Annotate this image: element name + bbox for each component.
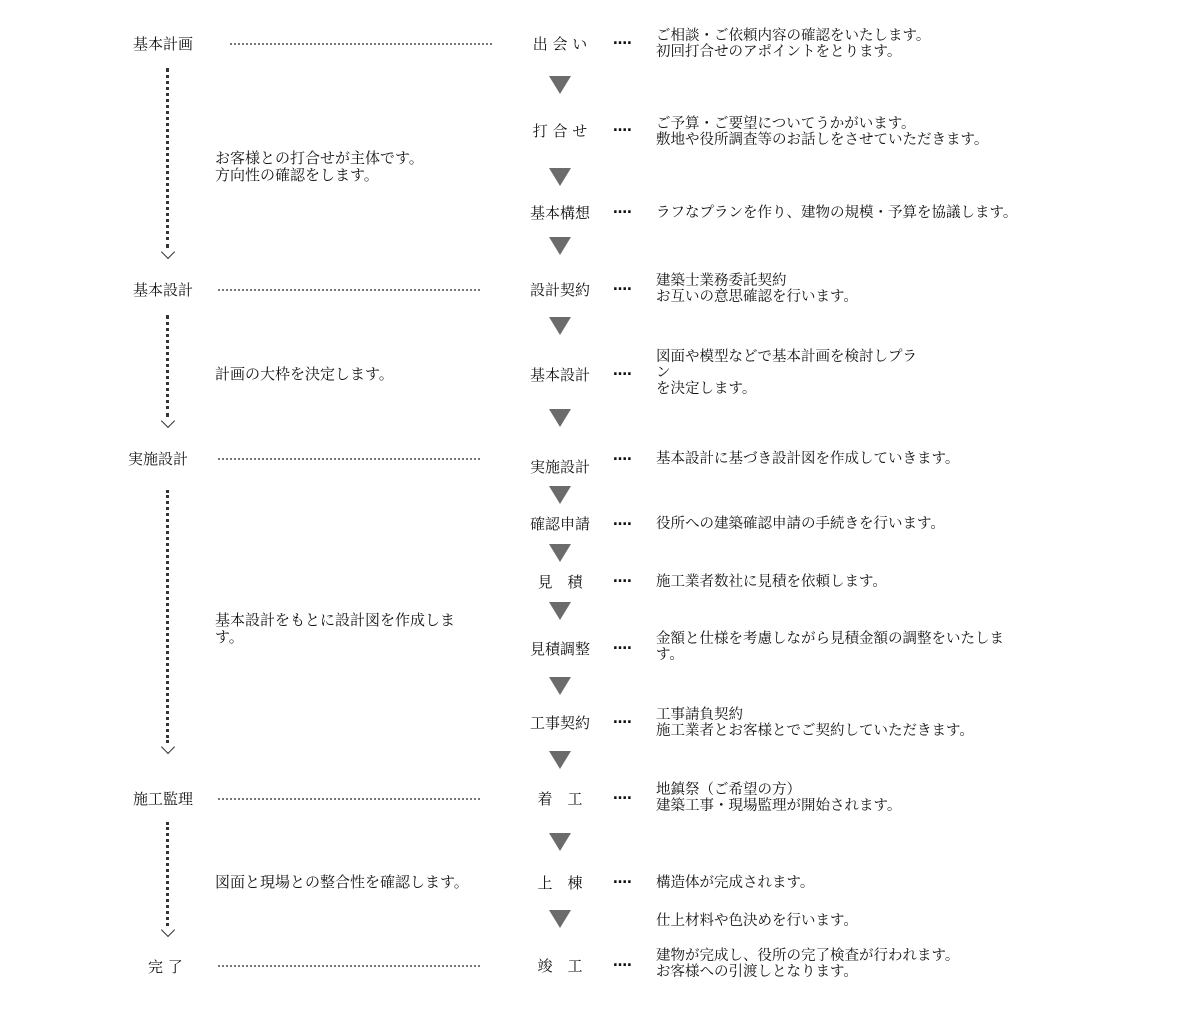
down-arrow-icon xyxy=(549,544,571,562)
phase-description: お客様との打合せが主体です。 方向性の確認をします。 xyxy=(215,149,424,184)
step-label: 見 積 xyxy=(537,573,583,591)
chevron-down-icon xyxy=(161,245,175,259)
step-description: 工事請負契約 施工業者とお客様とでご契約していただきます。 xyxy=(656,707,974,739)
step-connector-dots: ‥‥ xyxy=(613,32,632,48)
phase-description: 図面と現場との整合性を確認します。 xyxy=(215,873,469,891)
phase-description: 計画の大枠を決定します。 xyxy=(215,365,394,383)
down-arrow-icon xyxy=(549,677,571,695)
step-connector-dots: ‥‥ xyxy=(613,448,632,464)
step-label: 上 棟 xyxy=(537,874,583,892)
phase-label-kanryo: 完 了 xyxy=(148,958,183,976)
phase-connector-dots xyxy=(218,798,480,800)
step-label: 打 合 せ xyxy=(532,122,588,140)
step-connector-dots: ‥‥ xyxy=(613,711,632,727)
down-arrow-icon xyxy=(549,910,571,928)
step-connector-dots: ‥‥ xyxy=(613,363,632,379)
chevron-down-icon xyxy=(161,414,175,428)
phase-timeline-dots xyxy=(166,315,169,417)
step-description: 建築士業務委託契約 お互いの意思確認を行います。 xyxy=(656,273,858,305)
phase-label-jisshi-sekkei: 実施設計 xyxy=(128,450,189,468)
step-description: 構造体が完成されます。 xyxy=(656,875,815,891)
down-arrow-icon xyxy=(549,168,571,186)
chevron-down-icon xyxy=(161,923,175,937)
step-connector-dots: ‥‥ xyxy=(613,787,632,803)
step-connector-dots: ‥‥ xyxy=(613,513,632,529)
step-description: 図面や模型などで基本計画を検討しプラ ン を決定します。 xyxy=(656,349,917,397)
phase-timeline-dots xyxy=(166,822,169,926)
step-connector-dots: ‥‥ xyxy=(613,278,632,294)
down-arrow-icon xyxy=(549,237,571,255)
step-label: 工事契約 xyxy=(529,714,590,732)
step-connector-dots: ‥‥ xyxy=(613,871,632,887)
step-description: ラフなプランを作り、建物の規模・予算を協議します。 xyxy=(656,205,1018,221)
down-arrow-icon xyxy=(549,751,571,769)
step-label: 竣 工 xyxy=(537,957,583,975)
down-arrow-icon xyxy=(549,76,571,94)
step-connector-dots: ‥‥ xyxy=(613,637,632,653)
step-label: 基本設計 xyxy=(529,366,590,384)
step-description: 仕上材料や色決めを行います。 xyxy=(656,913,858,929)
step-connector-dots: ‥‥ xyxy=(613,201,632,217)
phase-timeline-dots xyxy=(166,490,169,743)
down-arrow-icon xyxy=(549,486,571,504)
step-label: 確認申請 xyxy=(529,515,590,533)
step-connector-dots: ‥‥ xyxy=(613,119,632,135)
phase-label-kihon-keikaku: 基本計画 xyxy=(133,35,194,53)
down-arrow-icon xyxy=(549,602,571,620)
step-label: 実施設計 xyxy=(529,458,590,476)
down-arrow-icon xyxy=(549,409,571,427)
phase-label-seko-kanri: 施工監理 xyxy=(133,790,194,808)
phase-label-kihon-sekkei: 基本設計 xyxy=(133,281,194,299)
phase-connector-dots xyxy=(218,965,480,967)
down-arrow-icon xyxy=(549,317,571,335)
step-description: 金額と仕様を考慮しながら見積金額の調整をいたしま す。 xyxy=(656,631,1004,663)
step-label: 着 工 xyxy=(537,790,583,808)
step-label: 出 会 い xyxy=(532,35,588,53)
step-description: ご相談・ご依頼内容の確認をいたします。 初回打合せのアポイントをとります。 xyxy=(656,28,931,60)
step-description: 建物が完成し、役所の完了検査が行われます。 お客様への引渡しとなります。 xyxy=(656,948,960,980)
step-description: 施工業者数社に見積を依頼します。 xyxy=(656,574,887,590)
down-arrow-icon xyxy=(549,833,571,851)
step-label: 基本構想 xyxy=(529,204,590,222)
step-description: ご予算・ご要望についてうかがいます。 敷地や役所調査等のお話しをさせていただきます。 xyxy=(656,116,989,148)
step-connector-dots: ‥‥ xyxy=(613,570,632,586)
phase-timeline-dots xyxy=(166,68,169,248)
step-label: 見積調整 xyxy=(529,640,590,658)
step-description: 役所への建築確認申請の手続きを行います。 xyxy=(656,516,945,532)
chevron-down-icon xyxy=(161,740,175,754)
phase-description: 基本設計をもとに設計図を作成しま す。 xyxy=(215,611,456,646)
step-description: 基本設計に基づき設計図を作成していきます。 xyxy=(656,451,960,467)
phase-connector-dots xyxy=(230,43,492,45)
phase-connector-dots xyxy=(218,289,480,291)
phase-connector-dots xyxy=(218,458,480,460)
step-connector-dots: ‥‥ xyxy=(613,954,632,970)
step-label: 設計契約 xyxy=(529,281,590,299)
step-description: 地鎮祭（ご希望の方） 建築工事・現場監理が開始されます。 xyxy=(656,782,902,814)
